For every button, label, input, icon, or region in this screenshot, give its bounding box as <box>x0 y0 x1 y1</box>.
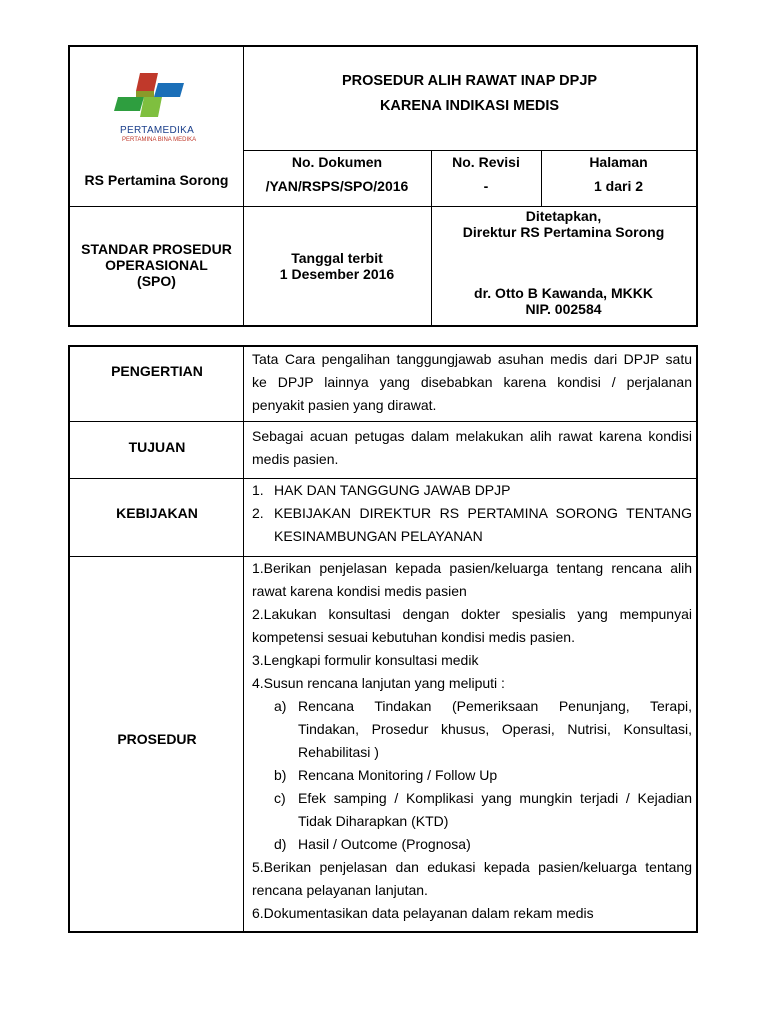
section-content-pengertian <box>252 348 692 417</box>
procedure-step: 6.Dokumentasikan data pelayanan dalam rekam medis <box>252 905 594 921</box>
sub-item-letter: a) <box>274 698 287 714</box>
section-content-kebijakan <box>252 479 692 548</box>
sub-item-letter: d) <box>274 836 287 852</box>
issue-date-label: Tanggal terbit <box>291 250 383 266</box>
sub-item-line: Rencana Tindakan (Pemeriksaan Penunjang, Terapi, <box>298 698 692 714</box>
pengertian-line: penyakit pasien yang dirawat. <box>252 397 437 413</box>
sub-item-line: Rencana Monitoring / Follow Up <box>298 767 498 783</box>
procedure-step: 4.Susun rencana lanjutan yang meliputi : <box>252 675 505 691</box>
revision-label: No. Revisi <box>452 154 520 170</box>
section-label-tujuan: TUJUAN <box>128 439 186 455</box>
sub-item-letter: c) <box>274 790 286 806</box>
sub-item-line: Tindakan, Prosedur khusus, Operasi, Nutrisi, Konsultasi, <box>298 721 692 737</box>
spo-line-1: STANDAR PROSEDUR <box>81 241 232 257</box>
policy-line: KESINAMBUNGAN PELAYANAN <box>274 528 483 544</box>
hospital-name: RS Pertamina Sorong <box>84 172 229 188</box>
revision-value: - <box>483 178 489 194</box>
policy-number: 1. <box>252 482 264 498</box>
sub-item-line: Efek samping / Komplikasi yang mungkin terjadi / Kejadian <box>298 790 692 806</box>
approved-by: Direktur RS Pertamina Sorong <box>462 224 665 240</box>
document-header <box>68 45 698 327</box>
procedure-sub-item <box>252 695 692 764</box>
policy-line: KEBIJAKAN DIREKTUR RS PERTAMINA SORONG TENTANG <box>274 505 692 521</box>
signer-nip: NIP. 002584 <box>525 301 602 317</box>
policy-number: 2. <box>252 505 264 521</box>
procedure-step: rawat karena kondisi medis pasien <box>252 583 467 599</box>
page-value: 1 dari 2 <box>593 178 644 194</box>
policy-item <box>252 479 692 502</box>
policy-line: HAK DAN TANGGUNG JAWAB DPJP <box>274 482 511 498</box>
doc-number-label: No. Dokumen <box>291 154 383 170</box>
title-line-1: PROSEDUR ALIH RAWAT INAP DPJP <box>341 73 598 89</box>
section-label-kebijakan: KEBIJAKAN <box>116 505 198 521</box>
policy-item <box>252 502 692 548</box>
procedure-table <box>68 345 698 933</box>
cross-logo-icon <box>110 69 190 129</box>
procedure-step: 3.Lengkapi formulir konsultasi medik <box>252 652 479 668</box>
sub-item-line: Tidak Diharapkan (KTD) <box>298 813 449 829</box>
section-content-prosedur <box>252 557 692 925</box>
procedure-step: 5.Berikan penjelasan dan edukasi kepada pasien/keluarga tentang <box>252 859 692 875</box>
procedure-sub-item <box>252 787 692 833</box>
procedure-step: 1.Berikan penjelasan kepada pasien/keluarga tentang rencana alih <box>252 560 692 576</box>
signer-name: dr. Otto B Kawanda, MKKK <box>474 285 653 301</box>
doc-number-value: /YAN/RSPS/SPO/2016 <box>265 178 409 194</box>
procedure-sub-item <box>252 764 692 787</box>
spo-line-2: OPERASIONAL <box>105 257 208 273</box>
pengertian-line: ke DPJP lainnya yang disebabkan karena kondisi / perjalanan <box>252 374 692 390</box>
page-label: Halaman <box>589 154 648 170</box>
tujuan-line: medis pasien. <box>252 451 339 467</box>
approved-label: Ditetapkan, <box>525 208 602 224</box>
issue-date-value: 1 Desember 2016 <box>279 266 395 282</box>
section-label-prosedur: PROSEDUR <box>117 731 197 747</box>
sub-item-line: Hasil / Outcome (Prognosa) <box>298 836 471 852</box>
logo-tagline: PERTAMINA BINA MEDIKA <box>122 137 197 143</box>
pengertian-line: Tata Cara pengalihan tanggungjawab asuhan medis dari DPJP satu <box>252 351 692 367</box>
procedure-sub-item <box>252 833 692 856</box>
procedure-step: 2.Lakukan konsultasi dengan dokter spesialis yang mempunyai <box>252 606 692 622</box>
sub-item-line: Rehabilitasi ) <box>298 744 379 760</box>
sub-item-letter: b) <box>274 767 287 783</box>
title-line-2: KARENA INDIKASI MEDIS <box>379 98 560 114</box>
procedure-step: rencana pelayanan lanjutan. <box>252 882 428 898</box>
tujuan-line: Sebagai acuan petugas dalam melakukan alih rawat karena kondisi <box>252 428 692 444</box>
logo-name: PERTAMEDIKA <box>120 125 195 136</box>
section-label-pengertian: PENGERTIAN <box>111 363 203 379</box>
section-content-tujuan <box>252 425 692 471</box>
procedure-step: kompetensi sesuai kebutuhan kondisi medis pasien. <box>252 629 575 645</box>
spo-line-3: (SPO) <box>137 273 176 289</box>
